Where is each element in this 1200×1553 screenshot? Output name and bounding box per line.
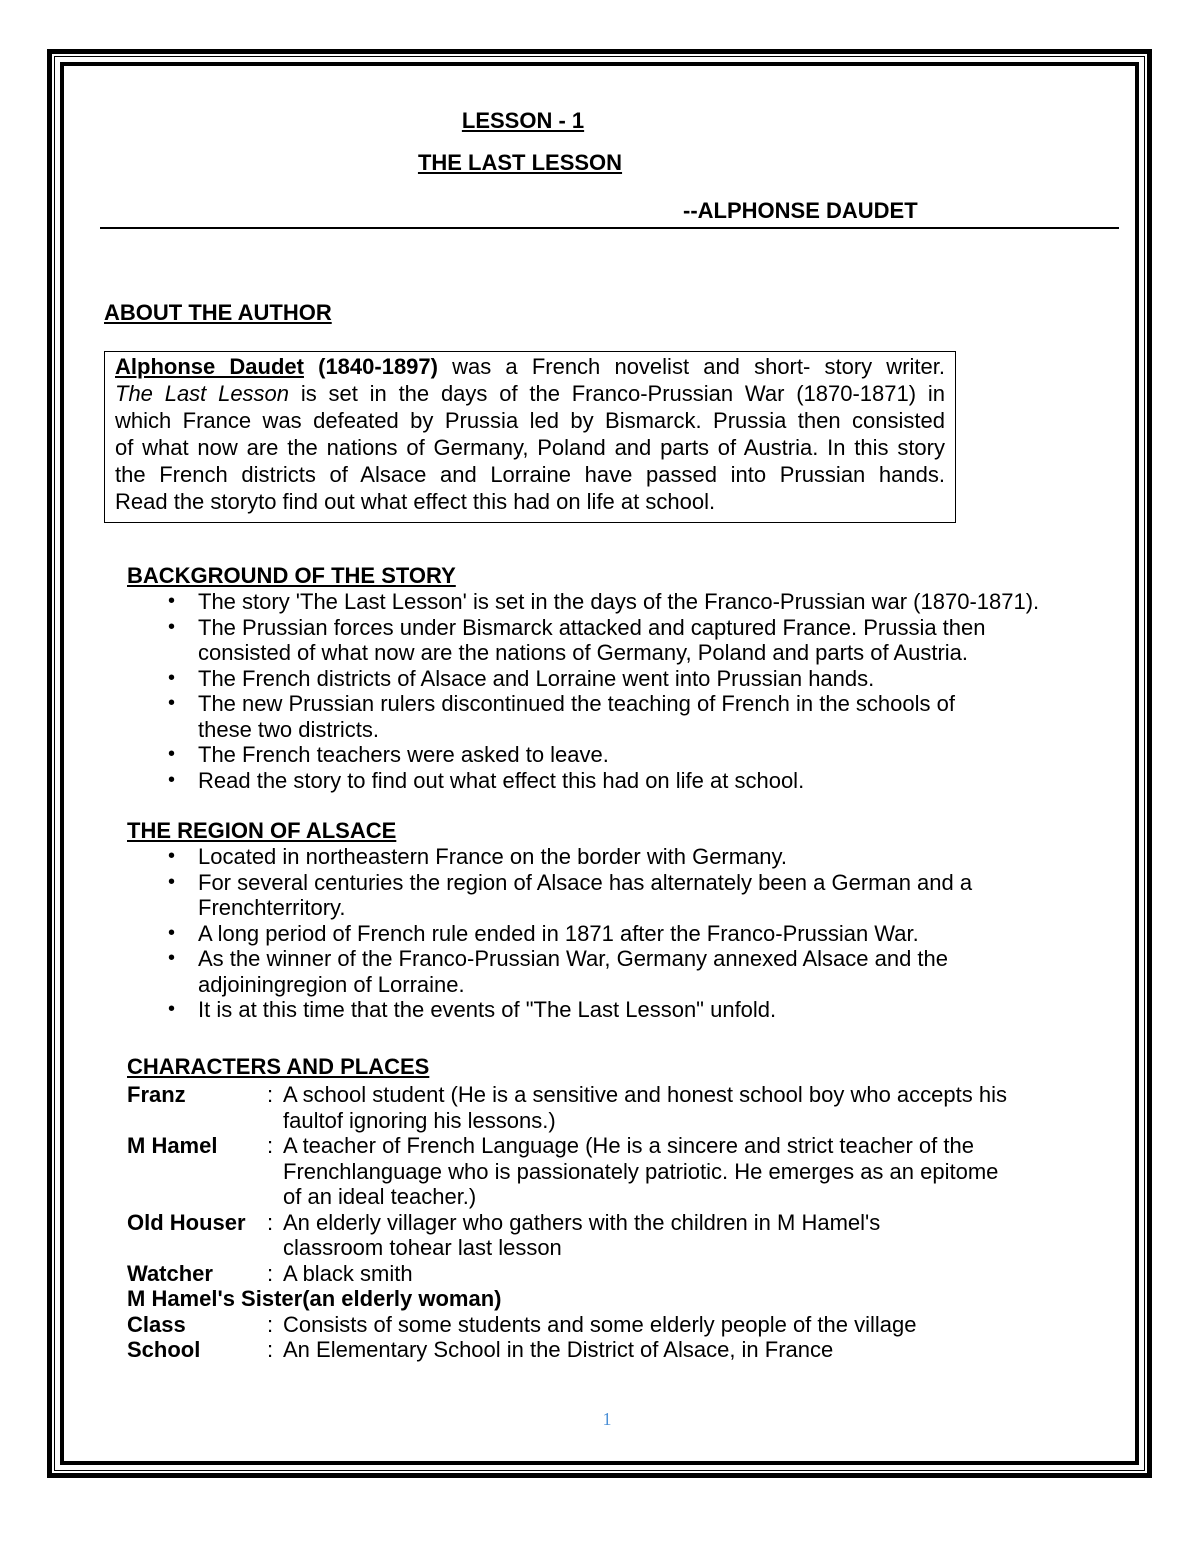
colon: :	[267, 1133, 274, 1158]
list-item: • The Prussian forces under Bismarck attacked and captured France. Prussia then	[0, 615, 1039, 641]
about-text: is set in the days of the Franco-Prussian War (1870-1871) in	[289, 381, 945, 406]
list-item: • Read the story to find out what effect this had on life at school.	[0, 768, 1039, 794]
character-name: Franz	[127, 1082, 186, 1107]
about-author-box	[104, 351, 956, 523]
author-name: Alphonse Daudet	[115, 354, 304, 379]
character-name: Old Houser	[127, 1209, 246, 1235]
list-item: • The French districts of Alsace and Lorraine went into Prussian hands.	[0, 666, 1039, 692]
list-item: • A long period of French rule ended in 1871 after the Franco-Prussian War.	[0, 921, 972, 947]
character-row-hamel	[127, 1133, 1007, 1159]
background-heading: BACKGROUND OF THE STORY	[127, 563, 456, 588]
colon: :	[267, 1260, 274, 1286]
character-row-sister: M Hamel's Sister(an elderly woman)	[127, 1286, 502, 1311]
background-list	[0, 589, 1039, 793]
author-years: (1840-1897)	[303, 354, 438, 379]
about-line	[115, 380, 945, 407]
list-item-continuation: these two districts.	[198, 716, 379, 742]
character-desc-cont: faultof ignoring his lessons.)	[283, 1107, 556, 1133]
character-row-houser	[127, 1210, 1007, 1236]
colon: :	[267, 1311, 274, 1337]
list-item-continuation: adjoiningregion of Lorraine.	[198, 971, 465, 997]
about-line: which France was defeated by Prussia led by Bismarck. Prussia then consisted	[115, 408, 945, 433]
about-text: was a French novelist and short- story writer.	[437, 354, 945, 379]
place-row-class	[127, 1312, 1007, 1338]
place-row-school	[127, 1337, 1007, 1363]
lesson-number: LESSON - 1	[461, 108, 585, 133]
about-line: the French districts of Alsace and Lorraine have passed into Prussian hands.	[115, 462, 945, 487]
characters-list	[127, 1082, 1007, 1363]
list-item: • For several centuries the region of Alsace has alternately been a German and a	[0, 870, 972, 896]
character-desc: An elderly villager who gathers with the children in M Hamel's	[283, 1209, 881, 1235]
page-number: 1	[602, 1409, 612, 1429]
character-name: M Hamel	[127, 1133, 218, 1158]
header-divider	[100, 227, 1119, 229]
about-line: Read the storyto find out what effect this had on life at school.	[115, 489, 716, 514]
character-desc-cont: classroom tohear last lesson	[283, 1235, 562, 1260]
character-name: Watcher	[127, 1260, 213, 1286]
list-item-continuation: consisted of what now are the nations of Germany, Poland and parts of Austria.	[198, 640, 969, 665]
about-line: of what now are the nations of Germany, Poland and parts of Austria. In this story	[115, 435, 945, 460]
character-row-franz	[127, 1082, 1007, 1108]
character-row-watcher	[127, 1261, 1007, 1287]
about-author-heading: ABOUT THE AUTHOR	[104, 300, 332, 325]
list-item: • Located in northeastern France on the border with Germany.	[0, 844, 972, 870]
character-desc-cont: of an ideal teacher.)	[283, 1184, 477, 1209]
character-desc-cont: Frenchlanguage who is passionately patriotic. He emerges as an epitome	[283, 1158, 999, 1184]
list-item: • The story 'The Last Lesson' is set in the days of the Franco-Prussian war (1870-1871).	[0, 589, 1039, 615]
region-list	[0, 844, 972, 1023]
character-desc: A teacher of French Language (He is a sincere and strict teacher of the	[283, 1133, 974, 1158]
place-name: Class	[127, 1311, 186, 1337]
list-item: • As the winner of the Franco-Prussian War, Germany annexed Alsace and the	[0, 946, 972, 972]
character-desc: A black smith	[283, 1260, 413, 1286]
list-item-continuation: Frenchterritory.	[198, 895, 346, 920]
character-desc: A school student (He is a sensitive and honest school boy who accepts his	[283, 1082, 1007, 1107]
colon: :	[267, 1337, 274, 1362]
place-name: School	[127, 1337, 201, 1362]
colon: :	[267, 1082, 274, 1107]
characters-heading: CHARACTERS AND PLACES	[127, 1054, 430, 1079]
list-item: • The new Prussian rulers discontinued the teaching of French in the schools of	[0, 691, 1039, 717]
about-line	[115, 353, 945, 380]
colon: :	[267, 1209, 274, 1235]
lesson-author: --ALPHONSE DAUDET	[683, 198, 918, 223]
list-item: • It is at this time that the events of "The Last Lesson" unfold.	[0, 997, 972, 1023]
list-item: • The French teachers were asked to leave.	[0, 742, 1039, 768]
place-desc: An Elementary School in the District of Alsace, in France	[283, 1337, 834, 1362]
lesson-title: THE LAST LESSON	[417, 150, 623, 175]
place-desc: Consists of some students and some elderly people of the village	[283, 1311, 917, 1337]
story-title-italic: The Last Lesson	[115, 381, 290, 406]
region-heading: THE REGION OF ALSACE	[127, 818, 397, 843]
